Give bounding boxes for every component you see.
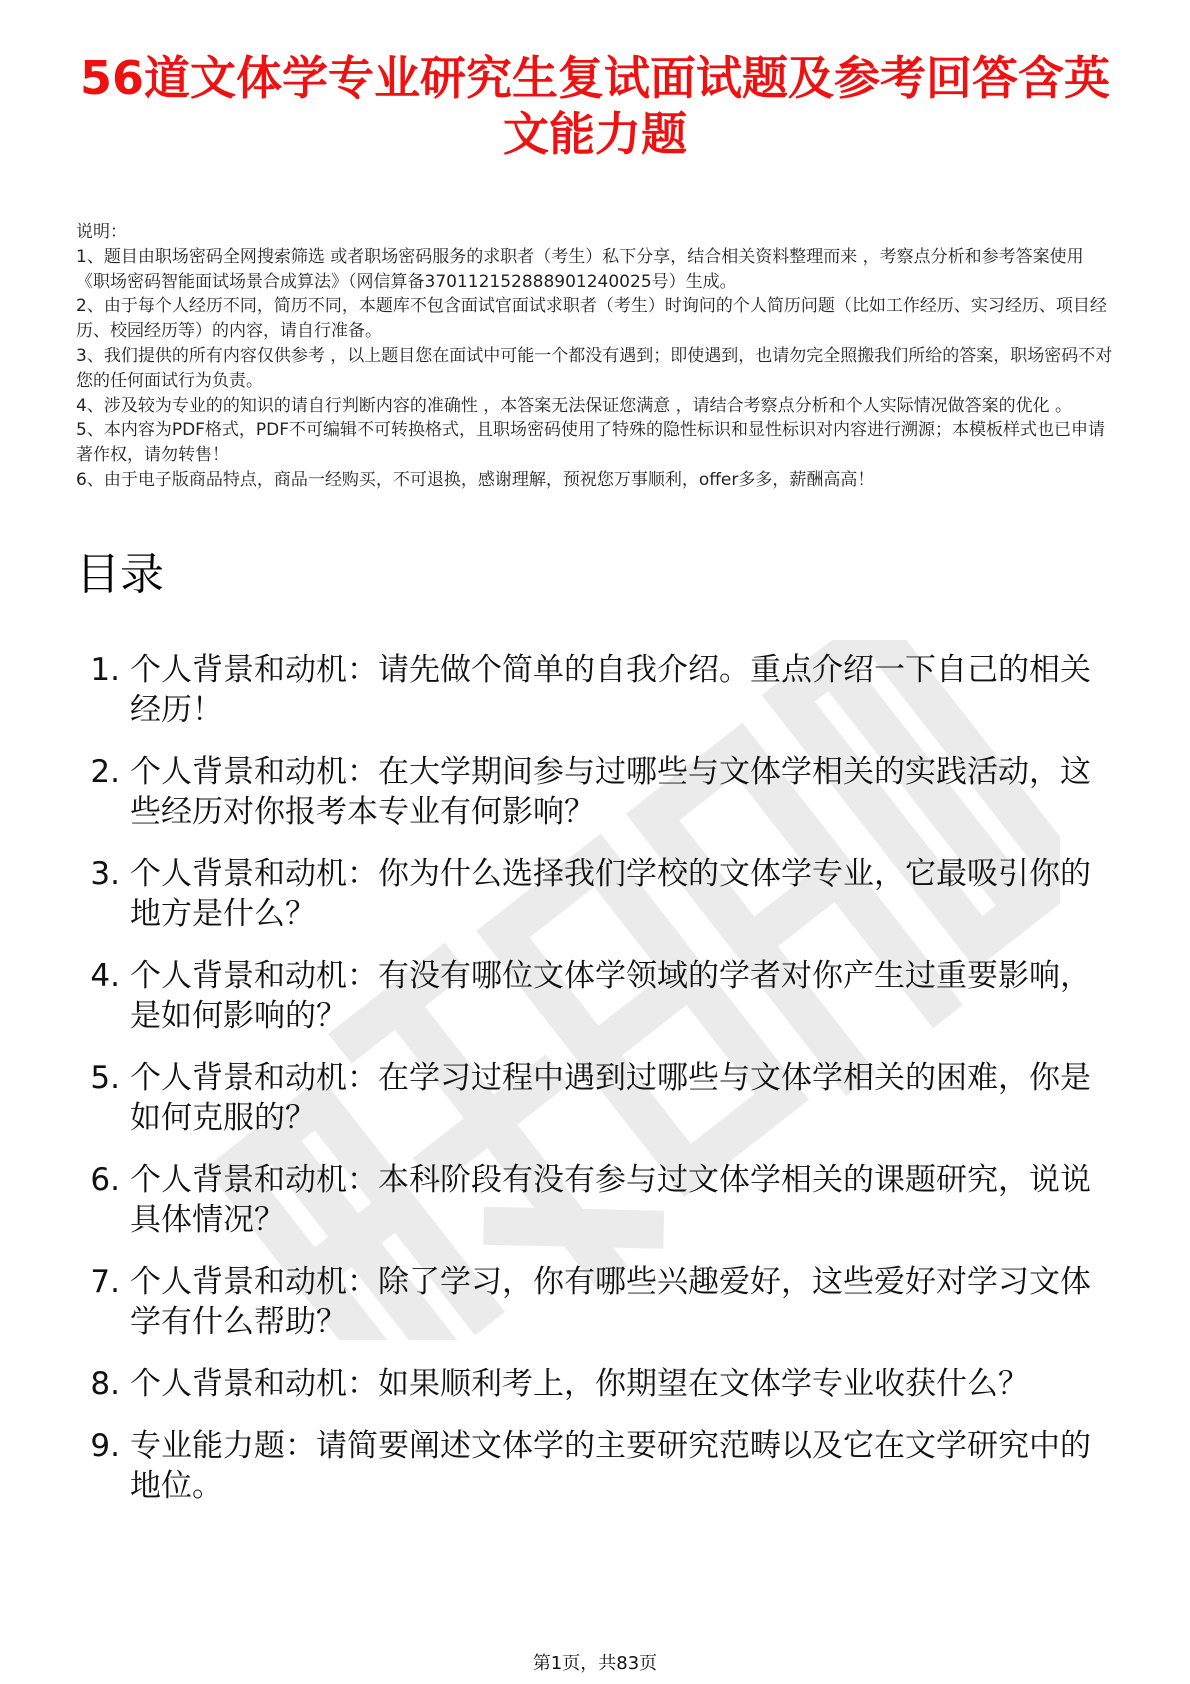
toc-item[interactable] [76,1160,1114,1240]
toc-item-number: 4. [90,957,120,994]
toc-item[interactable] [76,1262,1114,1342]
toc-item-number: 3. [90,855,120,892]
note-item: 1、题目由职场密码全网搜索筛选 或者职场密码服务的求职者（考生）私下分享，结合相关资料整理而来 ，考察点分析和参考答案使用《职场密码智能面试场景合成算法》（网信算备370112152888901240025号）生成。 [76,246,1084,292]
toc-item[interactable] [76,956,1114,1036]
toc-item-number: 2. [90,753,120,790]
toc-item[interactable] [76,752,1114,832]
toc-item-number: 8. [90,1365,120,1402]
toc-item-text: 个人背景和动机：如果顺利考上，你期望在文体学专业收获什么？ [130,1365,1029,1402]
toc-item[interactable] [76,650,1114,730]
toc-item-number: 7. [90,1263,120,1300]
note-item: 6、由于电子版商品特点，商品一经购买，不可退换，感谢理解，预祝您万事顺利，offer多多，薪酬高高！ [76,469,875,490]
toc-item-text: 个人背景和动机：除了学习，你有哪些兴趣爱好，这些爱好对学习文体学有什么帮助？ [130,1263,1091,1340]
toc-item-text: 个人背景和动机：在学习过程中遇到过哪些与文体学相关的困难，你是如何克服的？ [130,1059,1091,1136]
toc-item[interactable] [76,854,1114,934]
toc-item-text: 个人背景和动机：有没有哪位文体学领域的学者对你产生过重要影响，是如何影响的？ [130,957,1091,1034]
toc-item-text: 个人背景和动机：在大学期间参与过哪些与文体学相关的实践活动，这些经历对你报考本专业有何影响？ [130,753,1091,830]
document-title: 56道文体学专业研究生复试面试题及参考回答含英文能力题 [79,51,1110,161]
toc-item[interactable] [76,1426,1114,1506]
toc-item-number: 6. [90,1161,120,1198]
toc-item-text: 个人背景和动机：本科阶段有没有参与过文体学相关的课题研究，说说具体情况？ [130,1161,1091,1238]
note-item: 3、我们提供的所有内容仅供参考 ，以上题目您在面试中可能一个都没有遇到；即使遇到，也请勿完全照搬我们所给的答案，职场密码不对您的任何面试行为负责。 [76,345,1113,391]
toc-list [76,650,1114,1506]
toc-item-number: 1. [90,651,120,688]
toc-item-text: 个人背景和动机：请先做个简单的自我介绍。重点介绍一下自己的相关经历！ [130,651,1091,728]
page-footer: 第1页，共83页 [532,1653,658,1674]
toc-item[interactable] [76,1058,1114,1138]
notes-heading: 说明： [76,222,127,242]
toc-item-text: 个人背景和动机：你为什么选择我们学校的文体学专业，它最吸引你的地方是什么？ [130,855,1091,932]
toc-item-number: 5. [90,1059,120,1096]
toc-item[interactable] [76,1364,1114,1404]
notes-section [76,220,1114,493]
toc-item-text: 专业能力题：请简要阐述文体学的主要研究范畴以及它在文学研究中的地位。 [130,1427,1091,1504]
toc-item-number: 9. [90,1427,120,1464]
note-item: 2、由于每个人经历不同，简历不同，本题库不包含面试官面试求职者（考生）时询问的个人简历问题（比如工作经历、实习经历、项目经历、校园经历等）的内容，请自行准备。 [76,296,1107,342]
note-item: 4、涉及较为专业的的知识的请自行判断内容的准确性 ，本答案无法保证您满意 ，请结合考察点分析和个人实际情况做答案的优化 。 [76,395,1073,416]
toc-heading: 目录 [76,548,164,600]
note-item: 5、本内容为PDF格式，PDF不可编辑不可转换格式，且职场密码使用了特殊的隐性标识和显性标识对内容进行溯源；本模板样式也已申请著作权，请勿转售！ [76,420,1106,466]
